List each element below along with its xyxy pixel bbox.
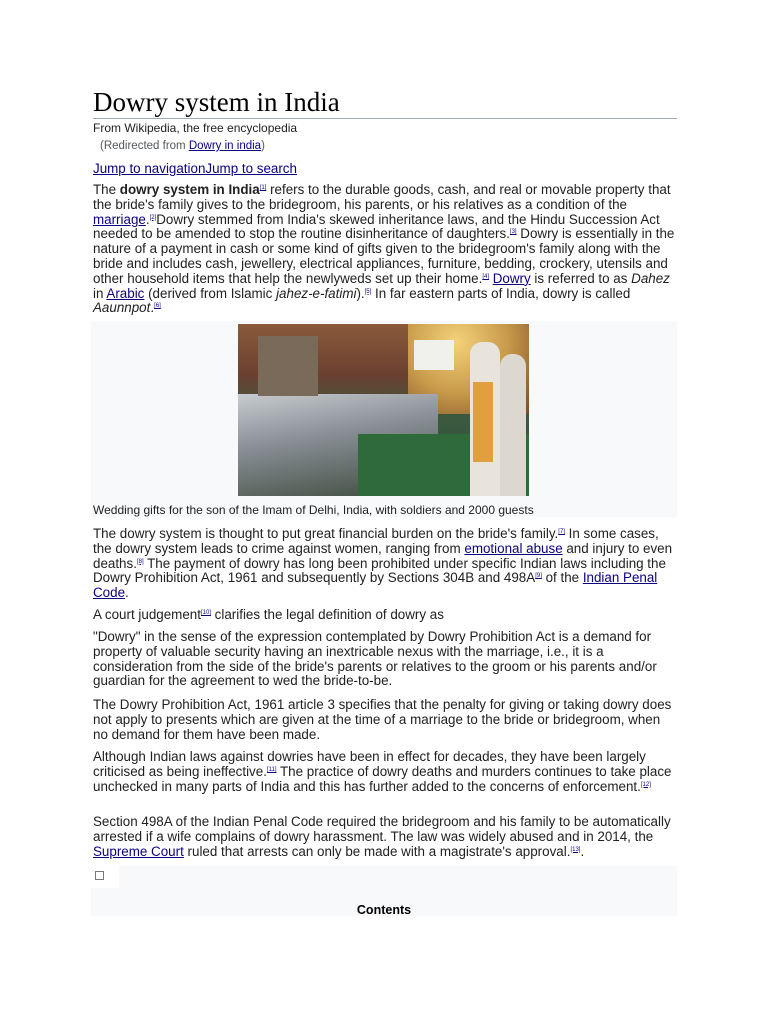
citation-link[interactable]: [1] xyxy=(259,185,267,191)
indian-penal-code-link[interactable]: Indian Penal Code xyxy=(93,570,658,601)
citation-link[interactable]: [9] xyxy=(535,573,542,580)
figure-caption: Wedding gifts for the son of the Imam of Delhi, India, with soldiers and 2000 guests xyxy=(93,503,534,517)
jump-to-search-link[interactable]: Jump to search xyxy=(205,161,297,176)
marriage-link[interactable]: marriage xyxy=(93,211,146,227)
citation-link[interactable]: [3] xyxy=(509,229,517,236)
citation-link[interactable]: [12] xyxy=(640,781,651,788)
citation-link[interactable]: [10] xyxy=(200,610,211,616)
citation-link[interactable]: [13] xyxy=(570,846,581,853)
citation-link[interactable]: [2] xyxy=(149,214,157,221)
citation-link[interactable]: [6] xyxy=(154,303,161,310)
thumbnail-figure xyxy=(91,321,677,517)
jump-links xyxy=(93,162,297,176)
page-title: Dowry system in India xyxy=(93,86,677,119)
supreme-court-link[interactable]: Supreme Court xyxy=(93,843,184,859)
body-paragraph: A court judgement[10] clarifies the legal definition of dowry as xyxy=(93,607,444,622)
site-tagline: From Wikipedia, the free encyclopedia xyxy=(93,121,298,135)
redirect-notice: (Redirected from Dowry in india) xyxy=(100,140,265,152)
toc-toggle-checkbox[interactable] xyxy=(95,871,104,880)
emotional-abuse-link[interactable]: emotional abuse xyxy=(464,540,563,556)
dowry-link[interactable]: Dowry xyxy=(492,270,531,286)
definition-quote: "Dowry" in the sense of the expression contemplated by Dowry Prohibition Act is a demand for property of valuable security having an inextricable nexus with the marriage, i.e., it is a consideration from the side of the bride's parents or relatives to the groom or his parents and/or guardian for the agreement to wed the bride-to-be. xyxy=(93,629,657,689)
citation-link[interactable]: [5] xyxy=(364,288,372,295)
table-of-contents xyxy=(91,866,677,916)
redirect-link[interactable]: Dowry in india xyxy=(188,140,262,152)
body-paragraph: The Dowry Prohibition Act, 1961 article 3 specifies that the penalty for giving or taking dowry does not apply to presents which are given at the time of a marriage to the bride or bridegroom, when no demand for them have been made. xyxy=(93,697,672,742)
jump-to-navigation-link[interactable]: Jump to navigation xyxy=(93,161,206,176)
citation-link[interactable]: [11] xyxy=(266,766,277,773)
citation-link[interactable]: [4] xyxy=(482,273,489,280)
citation-link[interactable]: [7] xyxy=(558,529,565,535)
body-paragraph: Although Indian laws against dowries have been in effect for decades, they have been largely criticised as being ineffective.[11] The practice of dowry deaths and murders continues to take place unchecked in many parts of India and this has further added to the concerns of enforcement.[12] xyxy=(93,749,672,794)
intro-paragraph: The dowry system in India[1] refers to the durable goods, cash, and real or movable property that the bride's family gives to the bridegroom, his parents, or his relatives as a condition of the marriage.[2]Dowry stemmed from India's skewed inheritance laws, and the Hindu Succession Act needed to be amended to stop the routine disinheritance of daughters.[3] Dowry is essentially in the nature of a payment in cash or some kind of gifts given to the bridegroom's family along with the bride and includes cash, jewellery, electrical appliances, furniture, bedding, crockery, utensils and other household items that help the newlyweds set up their home.[4] Dowry is referred to as Dahez in Arabic (derived from Islamic jahez-e-fatimi).[5] In far eastern parts of India, dowry is called Aaunnpot.[6] xyxy=(93,182,675,316)
citation-link[interactable]: [8] xyxy=(136,558,144,565)
toc-title: Contents xyxy=(356,903,412,917)
body-paragraph: Section 498A of the Indian Penal Code required the bridegroom and his family to be automatically arrested if a wife complains of dowry harassment. The law was widely abused and in 2014, the Supreme Court ruled that arrests can only be made with a magistrate's approval.[13]. xyxy=(93,814,671,859)
wedding-gifts-photo[interactable] xyxy=(238,324,529,496)
body-paragraph: The dowry system is thought to put great financial burden on the bride's family.[7] In some cases, the dowry system leads to crime against women, ranging from emotional abuse and injury to even deaths.[8] The payment of dowry has long been prohibited under specific Indian laws including the Dowry Prohibition Act, 1961 and subsequently by Sections 304B and 498A[9] of the Indian Penal Code. xyxy=(93,526,673,601)
arabic-link[interactable]: Arabic xyxy=(106,285,145,301)
